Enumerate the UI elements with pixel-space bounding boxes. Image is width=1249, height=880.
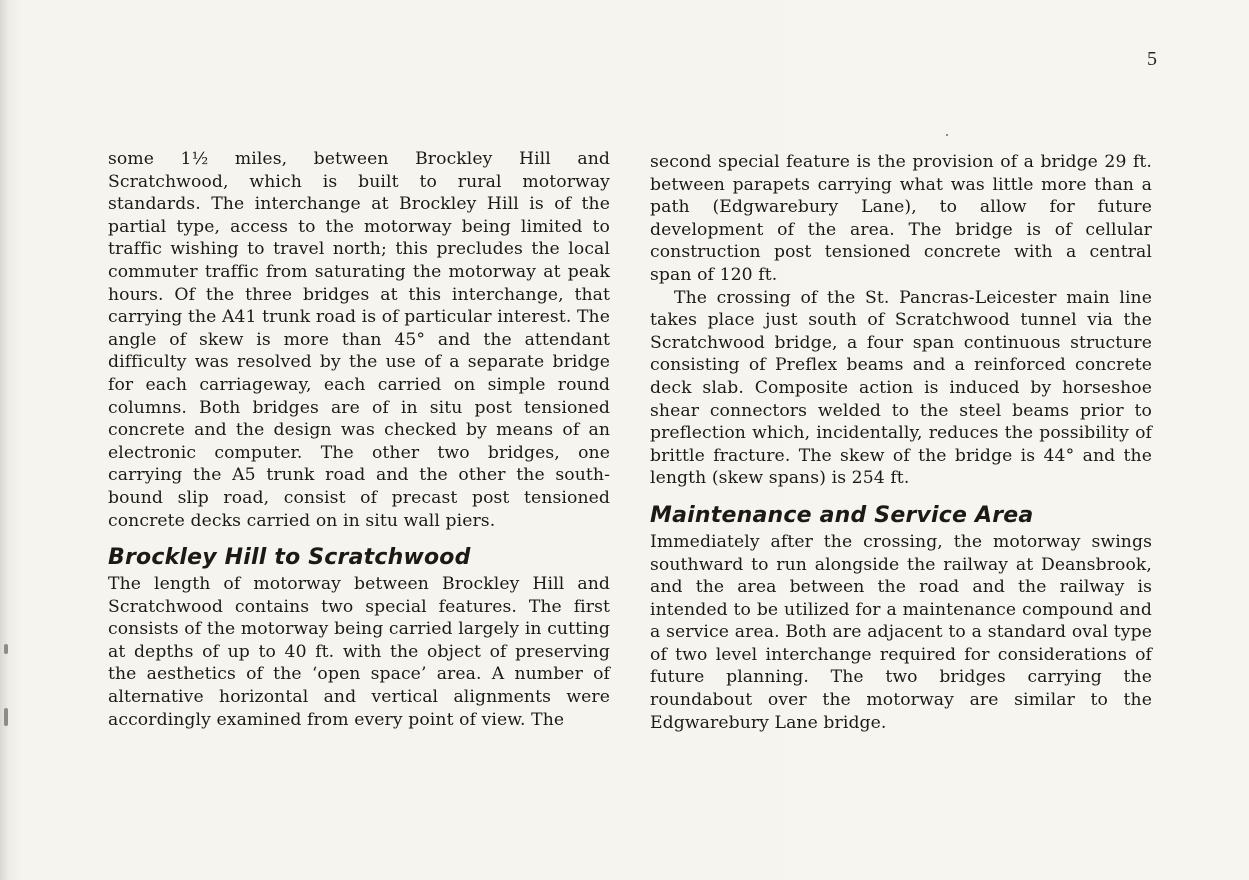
section-heading: Maintenance and Service Area <box>650 502 1034 528</box>
body-paragraph: The length of motorway between Brockley Hill and Scratchwood contains two special features. The first consists of the motorway being carried largely in cutting at depths of up to 40 ft. with the object of preserving the aesthetics of the ‘open space’ area. A number of alternative horizontal and vertical alignments were accordingly examined from every point of view. The <box>108 574 610 730</box>
page-number: 5 <box>1147 48 1157 70</box>
body-paragraph: some 1½ miles, between Brockley Hill and Scratchwood, which is built to rural motorway standards. The interchange at Brockley Hill is of the partial type, access to the motorway being limited to traffic wishing to travel north; this precludes the local commuter traffic from saturating the motorway at peak hours. Of the three bridges at this interchange, that carrying the A41 trunk road is of particular interest. The angle of skew is more than 45° and the attendant difficulty was resolved by the use of a separate bridge for each carriageway, each carried on simple round columns. Both bridges are of in situ post tensioned concrete and the design was checked by means of an electronic computer. The other two bridges, one carrying the A5 trunk road and the other the south-bound slip road, consist of precast post tensioned concrete decks carried on in situ wall piers. <box>108 149 610 531</box>
right-column <box>650 151 1152 734</box>
section-heading: Brockley Hill to Scratchwood <box>108 545 471 571</box>
binding-mark <box>4 708 8 726</box>
print-speck <box>946 134 948 136</box>
body-paragraph: The crossing of the St. Pancras-Leicester main line takes place just south of Scratchwood tunnel via the Scratchwood bridge, a four span continuous structure consisting of Preflex beams and a reinforced concrete deck slab. Composite action is induced by horseshoe shear connectors welded to the steel beams prior to preflection which, incidentally, reduces the possibility of brittle fracture. The skew of the bridge is 44° and the length (skew spans) is 254 ft. <box>650 287 1152 489</box>
body-paragraph: Immediately after the crossing, the motorway swings southward to run alongside the railway at Deansbrook, and the area between the road and the railway is intended to be utilized for a maintenance compound and a service area. Both are adjacent to a standard oval type of two level interchange required for considerations of future planning. The two bridges carrying the roundabout over the motorway are similar to the Edgwarebury Lane bridge. <box>650 531 1152 733</box>
binding-mark <box>4 644 8 654</box>
left-column <box>108 148 610 731</box>
body-paragraph: second special feature is the provision of a bridge 29 ft. between parapets carrying what was little more than a path (Edgwarebury Lane), to allow for future development of the area. The bridge is of cellular construction post tensioned concrete with a central span of 120 ft. <box>650 152 1152 285</box>
